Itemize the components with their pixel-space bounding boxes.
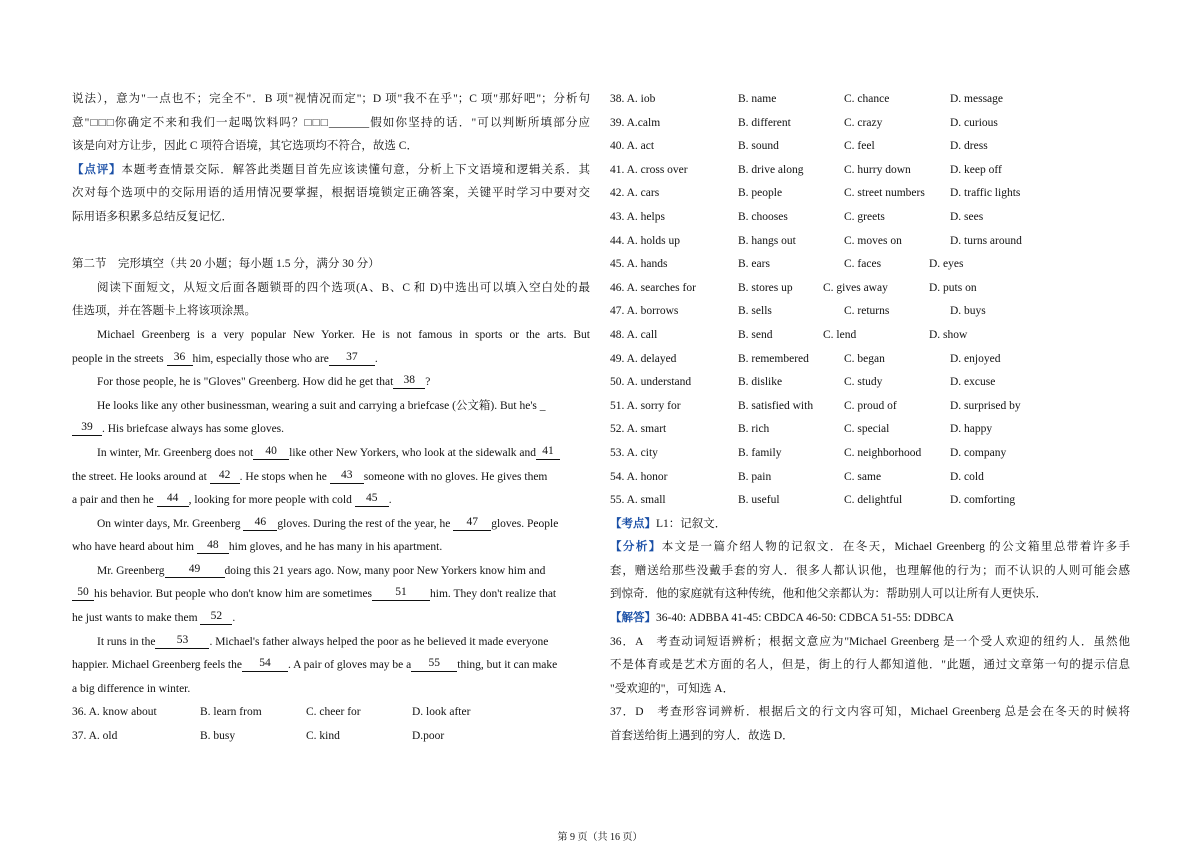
passage-line: On winter days, Mr. Greenberg 46 gloves. During the rest of the year, he 47 gloves. People — [97, 515, 559, 530]
option-a: 37. A. old — [72, 730, 118, 743]
comment-line: 次对每个选项中的交际用语的适用情况要掌握，根据语境锁定正确答案，关键平时学习中要对交 — [72, 187, 590, 200]
blank-50: 50 — [72, 585, 94, 601]
option-row — [610, 230, 1130, 254]
option-row — [610, 253, 1130, 277]
option-c: C. cheer for — [306, 706, 361, 719]
fenxi-tag: 【分析】 — [610, 541, 662, 554]
option-a: 40. A. act — [610, 140, 655, 153]
option-d: D. surprised by — [950, 399, 1021, 412]
blank-54: 54 — [242, 656, 288, 672]
option-d: D. company — [950, 446, 1007, 459]
analysis-line: 【分析】本文是一篇介绍人物的记叙文．在冬天，Michael Greenberg 的公文箱里总带着许多手 — [610, 541, 1130, 554]
option-d: D. puts on — [929, 281, 977, 294]
option-c: C. lend — [823, 328, 857, 341]
option-c: C. special — [844, 423, 890, 436]
option-row — [72, 725, 590, 749]
blank-37: 37 — [329, 350, 375, 366]
option-a: 45. A. hands — [610, 258, 668, 271]
passage-line: Michael Greenberg is a very popular New Yorker. He is not famous in sports or the arts. But — [97, 328, 590, 341]
passage-line: a big difference in winter. — [72, 682, 191, 695]
option-a: 55. A. small — [610, 494, 666, 507]
blank-53: 53 — [155, 633, 209, 649]
explain-line: 不是体育或是艺术方面的名人，但是，街上的行人都知道他．"此题，通过文章第一句的提示信息 — [610, 659, 1130, 672]
option-row — [610, 277, 1130, 301]
option-b: B. remembered — [738, 352, 809, 365]
option-b: B. satisfied with — [738, 399, 814, 412]
option-row — [610, 159, 1130, 183]
option-b: B. people — [738, 187, 783, 200]
passage-line: the street. He looks around at 42 . He stops when he 43 someone with no gloves. He gives them — [72, 468, 548, 483]
blank-36: 36 — [167, 350, 193, 366]
passage-line: people in the streets 36 him, especially those who are 37 . — [72, 350, 378, 365]
passage-line: He looks like any other businessman, wearing a suit and carrying a briefcase (公文箱). But he's _ — [97, 399, 546, 412]
option-a: 51. A. sorry for — [610, 399, 681, 412]
option-b: B. name — [738, 93, 777, 105]
option-row — [610, 395, 1130, 419]
option-a: 38. A. iob — [610, 93, 656, 105]
blank-47: 47 — [453, 515, 491, 531]
option-a: 48. A. call — [610, 328, 658, 341]
option-a: 52. A. smart — [610, 423, 667, 436]
option-a: 53. A. city — [610, 446, 658, 459]
blank-46: 46 — [243, 515, 277, 531]
left-column — [72, 88, 590, 749]
comment-line: 【点评】本题考查情景交际．解答此类题目首先应该读懂句意，分析上下文语境和逻辑关系．其 — [72, 163, 590, 176]
option-a: 36. A. know about — [72, 706, 157, 719]
option-d: D. happy — [950, 423, 993, 436]
analysis-line: 到惊奇．他的家庭就有这种传统，他和他父亲都认为：帮助别人可以让所有人更快乐． — [610, 588, 1047, 601]
option-d: D. comforting — [950, 494, 1016, 507]
option-c: C. feel — [844, 140, 875, 153]
option-b: B. different — [738, 116, 791, 129]
option-c: C. faces — [844, 258, 882, 271]
option-c: C. proud of — [844, 399, 897, 412]
option-row — [610, 300, 1130, 324]
option-row — [610, 324, 1130, 348]
option-b: B. pain — [738, 470, 772, 483]
blank-40: 40 — [253, 444, 289, 460]
option-c: C. same — [844, 470, 882, 483]
option-b: B. ears — [738, 258, 770, 271]
analysis-line: 套，赠送给那些没戴手套的穷人．很多人都认识他，也理解他的行为；而不认识的人则可能会感 — [610, 564, 1130, 577]
option-a: 44. A. holds up — [610, 234, 680, 247]
intro-line: 该是向对方让步，因此 C 项符合语境，其它选项均不符合，故选 C． — [72, 140, 418, 153]
blank-43: 43 — [330, 468, 364, 484]
option-b: B. drive along — [738, 163, 804, 176]
comment-tag: 【点评】 — [72, 163, 122, 176]
option-a: 50. A. understand — [610, 376, 692, 389]
option-b: B. sells — [738, 305, 772, 318]
intro-line: 意"□□□你确定不来和我们一起喝饮料吗？□□□_______假如你坚持的话．"可以判断所填部分应 — [72, 116, 590, 129]
blank-52: 52 — [200, 609, 232, 625]
option-d: D. enjoyed — [950, 352, 1001, 365]
blank-44: 44 — [157, 491, 189, 507]
instruction-line: 阅读下面短文，从短文后面各题锁哥的四个选项(A、B、C 和 D)中选出可以填入空白处的最 — [97, 281, 590, 294]
passage-line: happier. Michael Greenberg feels the 54 . A pair of gloves may be a 55 thing, but it can make — [72, 657, 558, 672]
passage-line: It runs in the 53 . Michael's father always helped the poor as he believed it made everyone — [97, 633, 549, 648]
option-d: D. curious — [950, 116, 998, 129]
option-a: 42. A. cars — [610, 187, 660, 200]
option-row — [610, 88, 1130, 112]
option-c: C. moves on — [844, 234, 902, 247]
option-d: D. message — [950, 93, 1004, 105]
explain-line: 37．D 考查形容词辨析．根据后文的行文内容可知，Michael Greenberg 总是会在冬天的时候将 — [610, 706, 1130, 719]
blank-42: 42 — [210, 468, 240, 484]
blank-49: 49 — [165, 562, 225, 578]
passage-line: 39 . His briefcase always has some gloves. — [72, 418, 590, 442]
option-c: C. delightful — [844, 494, 903, 507]
option-b: B. family — [738, 446, 782, 459]
options-list — [610, 88, 1130, 513]
blank-51: 51 — [372, 585, 430, 601]
option-d: D. traffic lights — [950, 187, 1021, 200]
blank-55: 55 — [411, 656, 457, 672]
section-title: 第二节 完形填空（共 20 小题；每小题 1.5 分，满分 30 分） — [72, 258, 380, 271]
instruction-line: 佳选项，并在答题卡上将该项涂黑。 — [72, 305, 256, 318]
blank-41: 41 — [536, 444, 560, 460]
explain-line: "受欢迎的"，可知选 A． — [610, 682, 735, 695]
option-c: C. began — [844, 352, 885, 365]
option-row — [610, 466, 1130, 490]
option-row — [610, 112, 1130, 136]
option-row — [72, 701, 590, 725]
option-d: D. buys — [950, 305, 986, 318]
blank-39: 39 — [72, 420, 102, 436]
blank-45: 45 — [355, 491, 389, 507]
explain-line: 36．A 考查动词短语辨析；根据文意应为"Michael Greenberg 是一个受人欢迎的纽约人．虽然他 — [610, 635, 1130, 648]
jieda-tag: 【解答】 — [610, 612, 656, 625]
option-d: D. turns around — [950, 234, 1022, 247]
option-row — [610, 182, 1130, 206]
right-column — [610, 88, 1130, 749]
option-b: B. sound — [738, 140, 779, 153]
option-b: B. learn from — [200, 706, 262, 719]
blank-48: 48 — [197, 538, 229, 554]
option-a: 41. A. cross over — [610, 163, 688, 176]
option-row — [610, 206, 1130, 230]
option-d: D.poor — [412, 730, 445, 743]
option-b: B. stores up — [738, 281, 793, 294]
option-c: C. street numbers — [844, 187, 925, 200]
passage-line: 50 his behavior. But people who don't know him are sometimes 51 him. They don't realize that — [72, 583, 590, 607]
option-row — [610, 135, 1130, 159]
option-row — [610, 442, 1130, 466]
option-a: 49. A. delayed — [610, 352, 677, 365]
option-d: D. cold — [950, 470, 984, 483]
option-b: B. send — [738, 328, 773, 341]
passage-line: For those people, he is "Gloves" Greenberg. How did he get that 38 ? — [97, 374, 431, 389]
passage-line: Mr. Greenberg 49 doing this 21 years ago. Now, many poor New Yorkers know him and — [97, 562, 546, 577]
option-c: C. returns — [844, 305, 890, 318]
option-c: C. chance — [844, 93, 890, 105]
option-a: 39. A.calm — [610, 116, 661, 129]
kaodian-tag: 【考点】 — [610, 517, 656, 530]
option-d: D. show — [929, 328, 968, 341]
page-footer: 第 9 页（共 16 页） — [557, 832, 643, 843]
option-d: D. dress — [950, 140, 988, 153]
option-b: B. hangs out — [738, 234, 796, 247]
option-d: D. keep off — [950, 163, 1002, 176]
option-d: D. eyes — [929, 258, 964, 271]
comment-line: 际用语多积累多总结反复记忆． — [72, 210, 233, 223]
option-row — [610, 371, 1130, 395]
answer-line: 【解答】36-40: ADBBA 41-45: CBDCA 46-50: CDBCA 51-55: DDBCA — [610, 612, 955, 625]
option-a: 43. A. helps — [610, 210, 665, 223]
option-c: C. kind — [306, 730, 340, 743]
intro-line: 说法），意为"一点也不；完全不"．B 项"视情况而定"；D 项"我不在乎"；C 项"那好吧"；分析句 — [72, 93, 590, 105]
option-d: D. excuse — [950, 376, 996, 389]
passage-line: he just wants to make them 52 . — [72, 610, 236, 625]
option-row — [610, 489, 1130, 513]
option-c: C. crazy — [844, 116, 883, 129]
option-a: 54. A. honor — [610, 470, 668, 483]
option-c: C. neighborhood — [844, 446, 922, 459]
explain-line: 首套送给街上遇到的穷人．故选 D． — [610, 730, 794, 743]
blank-38: 38 — [393, 373, 425, 389]
option-d: D. sees — [950, 210, 984, 223]
option-b: B. busy — [200, 730, 236, 743]
passage-line: a pair and then he 44 , looking for more people with cold 45 . — [72, 492, 392, 507]
option-a: 47. A. borrows — [610, 305, 679, 318]
option-d: D. look after — [412, 706, 471, 719]
option-b: B. dislike — [738, 376, 783, 389]
passage-line: who have heard about him 48 him gloves, and he has many in his apartment. — [72, 539, 443, 554]
option-c: C. gives away — [823, 281, 888, 294]
option-c: C. greets — [844, 210, 885, 223]
option-row — [610, 348, 1130, 372]
passage-line: In winter, Mr. Greenberg does not 40 like other New Yorkers, who look at the sidewalk and 41 — [72, 442, 590, 466]
kaodian-line: 【考点】L1：记叙文． — [610, 517, 727, 530]
option-c: C. study — [844, 376, 883, 389]
option-c: C. hurry down — [844, 163, 911, 176]
option-b: B. rich — [738, 423, 770, 436]
option-b: B. useful — [738, 494, 780, 507]
option-row — [610, 418, 1130, 442]
option-a: 46. A. searches for — [610, 281, 696, 294]
option-b: B. chooses — [738, 210, 788, 223]
